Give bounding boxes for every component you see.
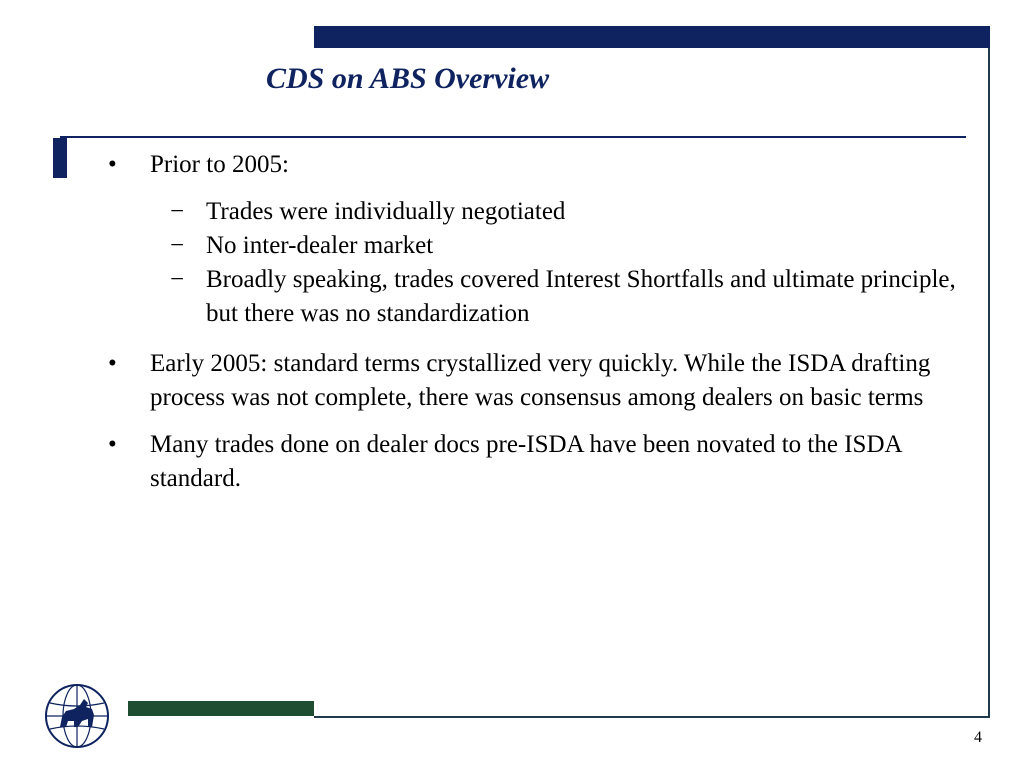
bullet-dot: • <box>108 350 117 377</box>
slide-content <box>108 148 968 509</box>
sub-bullet-text: Trades were individually negotiated <box>206 198 566 225</box>
left-accent-marker <box>53 138 67 178</box>
sub-bullet-item <box>108 229 968 263</box>
sub-bullet-dash: − <box>170 232 185 259</box>
sub-bullet-item <box>108 263 968 331</box>
sub-bullet-dash: − <box>170 266 185 293</box>
sub-bullet-item <box>108 195 968 229</box>
bullet-text: Many trades done on dealer docs pre-ISDA have been novated to the ISDA standard. <box>150 431 902 492</box>
bullet-dot: • <box>108 151 117 178</box>
top-accent-bar <box>314 26 990 48</box>
bullet-item <box>108 347 968 415</box>
slide-title: CDS on ABS Overview <box>266 62 550 95</box>
bull-globe-logo-icon <box>44 683 110 749</box>
sub-bullet-list <box>108 195 968 331</box>
bullet-text: Early 2005: standard terms crystallized very quickly. While the ISDA drafting process was not complete, there was consensus among dealers on basic terms <box>150 350 931 411</box>
bottom-frame-line <box>314 716 990 718</box>
right-frame-line <box>988 48 990 718</box>
bullet-dot: • <box>108 431 117 458</box>
page-number: 4 <box>974 729 982 746</box>
footer-green-bar <box>128 701 314 716</box>
bullet-text: Prior to 2005: <box>150 151 289 178</box>
title-divider <box>60 136 966 138</box>
bullet-item <box>108 148 968 182</box>
sub-bullet-text: Broadly speaking, trades covered Interest Shortfalls and ultimate principle, but there was no standardization <box>206 266 956 327</box>
sub-bullet-dash: − <box>170 198 185 225</box>
bullet-item <box>108 428 968 496</box>
sub-bullet-text: No inter-dealer market <box>206 232 434 259</box>
